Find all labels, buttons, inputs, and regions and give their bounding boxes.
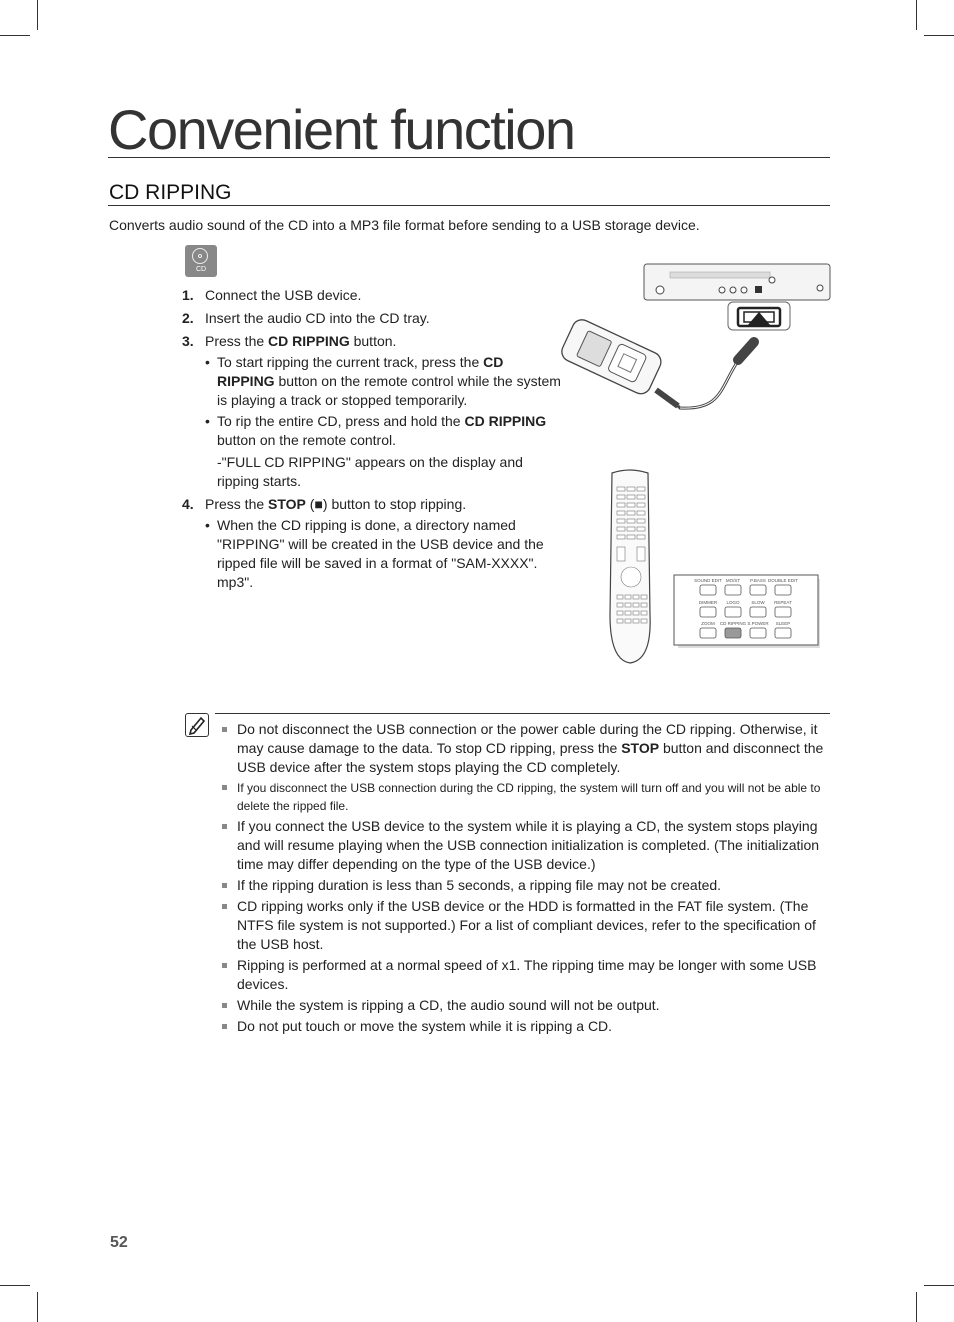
remote-button-label: ZOOM [701, 621, 715, 626]
page-number: 52 [110, 1234, 128, 1251]
remote-button-label: S.POWER [747, 621, 769, 626]
note-item [220, 779, 830, 815]
step-4 [182, 495, 562, 592]
bullet-square-icon [222, 785, 227, 790]
crop-mark [37, 0, 38, 30]
sub-text: button on the remote control. [217, 432, 396, 448]
crop-mark [924, 1285, 954, 1286]
note-text: While the system is ripping a CD, the audio sound will not be output. [237, 997, 660, 1013]
note-divider [215, 713, 830, 714]
button-name: CD RIPPING [268, 333, 350, 349]
step-number: 4. [182, 496, 194, 512]
note-item [220, 956, 830, 994]
bullet-icon: • [205, 517, 210, 533]
remote-button-label: MO/ST [725, 578, 741, 583]
bullet-square-icon [222, 824, 227, 829]
remote-button-label: P.BASS [750, 578, 766, 583]
note-text: If the ripping duration is less than 5 seconds, a ripping file may not be created. [237, 877, 722, 893]
note-text: Do not disconnect the USB connection or the power cable during the CD ripping. Otherwise, it may cause damage to the data. To stop CD ripping, press the [237, 721, 818, 756]
step-text: Connect the USB device. [205, 287, 362, 303]
pencil-icon [186, 714, 208, 736]
step-list [182, 286, 562, 596]
section-header [108, 178, 830, 206]
chapter-title: Convenient function [108, 98, 575, 161]
remote-button-label: REPEAT [774, 600, 792, 605]
note-item [220, 996, 830, 1015]
remote-button-label: SLOW [751, 600, 765, 605]
button-name: STOP [268, 496, 306, 512]
step-1 [182, 286, 562, 305]
step-3 [182, 332, 562, 491]
step-2 [182, 309, 562, 328]
sub-bullet [205, 412, 562, 450]
sub-text: To start ripping the current track, press the [217, 354, 484, 370]
chapter-header [108, 98, 830, 161]
remote-button-label: LOGO [726, 600, 740, 605]
sub-bullet [205, 516, 562, 592]
crop-mark [0, 1285, 30, 1286]
note-text: If you disconnect the USB connection during the CD ripping, the system will turn off and you will not be able to delete the ripped file. [237, 781, 821, 813]
note-icon [185, 713, 209, 737]
cd-icon [185, 245, 217, 277]
step-number: 3. [182, 333, 194, 349]
sub-note: -"FULL CD RIPPING" appears on the display and ripping starts. [217, 454, 523, 489]
note-item [220, 897, 830, 954]
remote-button-label: SLEEP [775, 621, 791, 626]
remote-button-label: SOUND EDIT [694, 578, 722, 583]
bullet-square-icon [222, 963, 227, 968]
step-text: Press the [205, 496, 269, 512]
crop-mark [916, 0, 917, 30]
note-text: Do not put touch or move the system while it is ripping a CD. [237, 1018, 613, 1034]
bullet-icon: • [205, 354, 210, 370]
bullet-square-icon [222, 727, 227, 732]
button-name: STOP [621, 740, 660, 756]
note-text: If you connect the USB device to the system while it is playing a CD, the system stops playing and will resume playing when the USB connection initialization is completed. (The initialization time may differ depending on the type of the USB device.) [237, 818, 820, 872]
usb-connection-illustration [560, 260, 832, 420]
remote-button-label: CD RIPPING [719, 621, 747, 626]
step-text: button. [349, 333, 397, 349]
button-name: CD RIPPING [464, 413, 547, 429]
remote-button-label: DIMMER [698, 600, 718, 605]
disc-icon [192, 248, 208, 264]
note-item [220, 1017, 830, 1036]
button-name: CD RIPPING [217, 354, 504, 389]
note-text: Ripping is performed at a normal speed of x1. The ripping time may be longer with some USB devices. [237, 957, 817, 992]
sub-text: button on the remote control while the system is playing a track or stopped temporarily. [217, 373, 561, 408]
step-text: Press the [205, 333, 269, 349]
step-number: 2. [182, 310, 194, 326]
note-text: button and disconnect the USB device after the system stops playing the CD completely. [237, 740, 824, 775]
remote-control-illustration [600, 465, 825, 670]
step-text: Insert the audio CD into the CD tray. [205, 310, 430, 326]
crop-mark [924, 35, 954, 36]
intro-text: Converts audio sound of the CD into a MP3 file format before sending to a USB storage device. [109, 217, 700, 233]
crop-mark [916, 1292, 917, 1322]
bullet-square-icon [222, 1024, 227, 1029]
crop-mark [37, 1292, 38, 1322]
note-text: CD ripping works only if the USB device or the HDD is formatted in the FAT file system. (The NTFS file system is not supported.) For a list of compliant devices, refer to the specification of the USB host. [237, 898, 816, 952]
remote-button-label: DOUBLE EDIT [767, 578, 799, 583]
sub-bullet [205, 353, 562, 410]
bullet-icon: • [205, 413, 210, 429]
sub-text: To rip the entire CD, press and hold the [217, 413, 465, 429]
bullet-square-icon [222, 904, 227, 909]
note-item [220, 720, 830, 777]
sub-text: When the CD ripping is done, a directory named "RIPPING" will be created in the USB device and the ripped file will be saved in a format of "SAM-XXXX". mp3". [217, 517, 544, 590]
notes-list [220, 720, 830, 1038]
bullet-square-icon [222, 883, 227, 888]
step-text: (■) button to stop ripping. [305, 496, 467, 512]
step-number: 1. [182, 287, 194, 303]
cd-icon-label: CD [195, 266, 207, 273]
crop-mark [0, 35, 30, 36]
note-item [220, 876, 830, 895]
section-title: CD RIPPING [109, 181, 232, 204]
bullet-square-icon [222, 1003, 227, 1008]
note-item [220, 817, 830, 874]
